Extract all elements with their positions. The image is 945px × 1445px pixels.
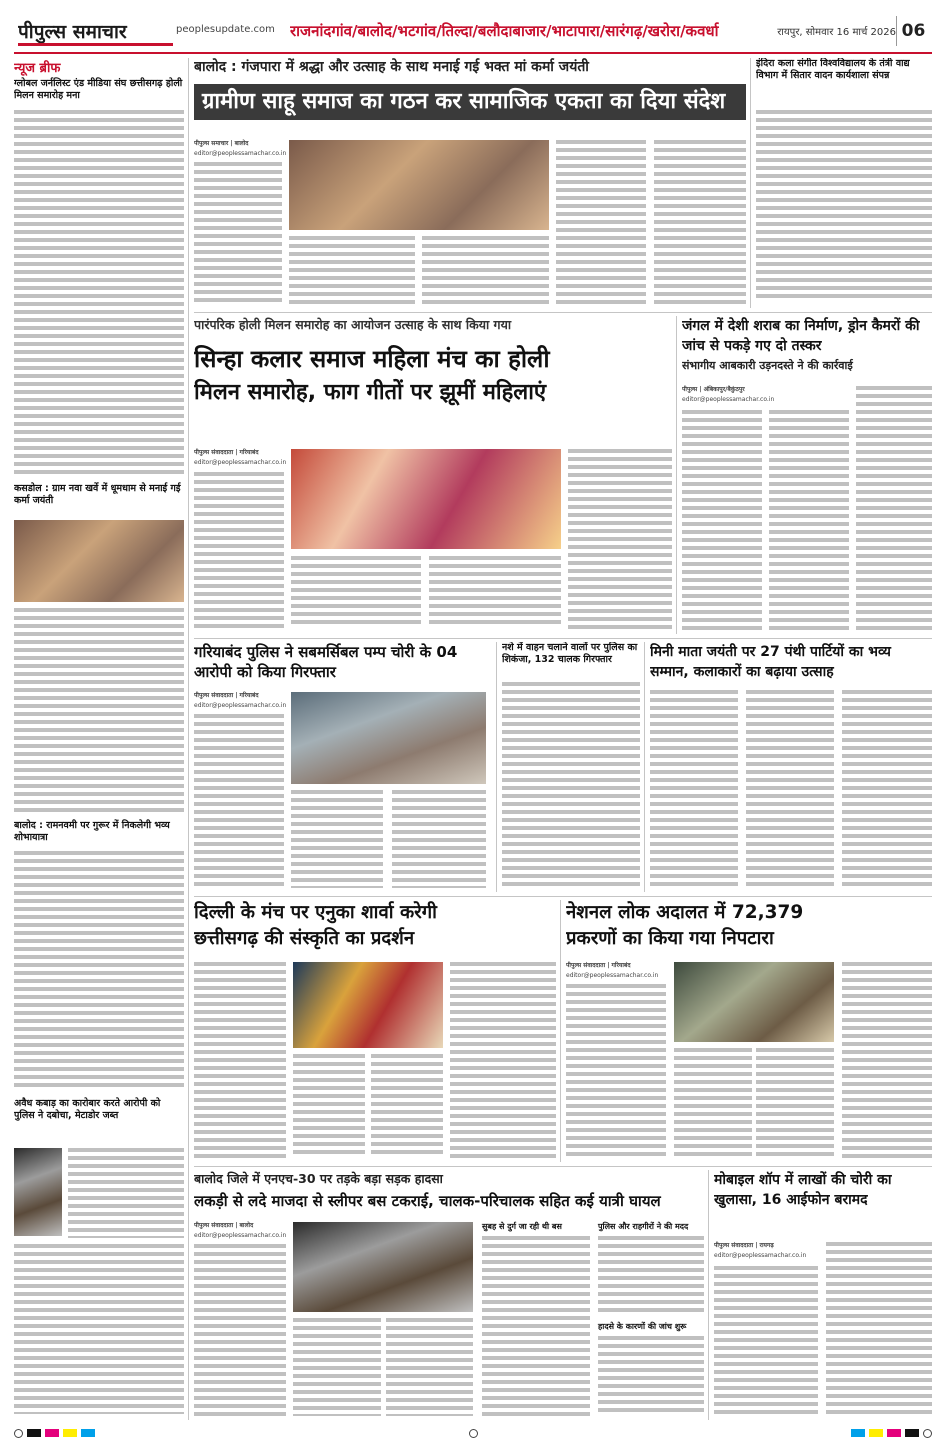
holi-photo [291,449,561,549]
pump-headline: गरियाबंद पुलिस ने सबमर्सिबल पम्प चोरी के 04 आरोपी को किया गिरफ्तार [194,643,458,681]
liquor-subhead: संभागीय आबकारी उड़नदस्ते ने की कार्रवाई [682,359,853,372]
pump-photo [291,692,486,784]
mobile-byline: पीपुल्स संवाददाता | रायगढ़ [714,1242,774,1249]
accident-side-3: हादसे के कारणों की जांच शुरू [598,1322,687,1331]
section-divider [194,638,932,639]
holi-byline: पीपुल्स संवाददाता | गरियाबंद [194,449,259,456]
lok-adalat-story [566,900,932,1162]
accident-email: editor@peoplessamachar.co.in [194,1232,287,1239]
column-divider [708,1170,709,1420]
news-brief-label: न्यूज ब्रीफ [14,61,61,76]
lead-photo [289,140,549,230]
liquor-story [682,316,932,634]
mobile-headline: मोबाइल शॉप में लाखों की चोरी का खुलासा, 16 आईफोन बरामद [714,1172,892,1208]
section-divider [194,1166,932,1167]
accident-photo [293,1222,473,1312]
lok-adalat-headline-2: प्रकरणों का किया गया निपटारा [566,928,774,949]
column-divider [750,58,751,308]
column-divider [644,642,645,892]
mobile-theft-story [714,1170,932,1420]
pump-email: editor@peoplessamachar.co.in [194,702,287,709]
holi-email: editor@peoplessamachar.co.in [194,459,287,466]
column-divider [496,642,497,892]
newspaper-logo: पीपुल्स समाचार [18,18,173,46]
lead-headline: ग्रामीण साहू समाज का गठन कर सामाजिक एकता का दिया संदेश [194,84,746,120]
music-workshop-story [756,58,932,308]
column-divider [188,58,189,1420]
brief-headline-1: ग्लोबल जर्नलिस्ट एंड मीडिया संघ छत्तीसगढ़ होली मिलन समारोह मना [14,78,183,101]
mini-mata-story [650,642,932,892]
accident-headline: लकड़ी से लदे माजदा से स्लीपर बस टकराई, चालक-परिचालक सहित कई यात्री घायल [194,1192,661,1210]
news-brief-column [14,58,184,1420]
lok-adalat-headline-1: नेशनल लोक अदालत में 72,379 [566,902,804,923]
drunk-driving-headline: नशे में वाहन चलाने वालों पर पुलिस का शिकंजा, 132 चालक गिरफ्तार [502,642,638,665]
holi-story [194,316,672,634]
lead-email: editor@peoplessamachar.co.in [194,150,287,157]
brief-headline-4: अवैध कबाड़ का कारोबार करते आरोपी को पुलिस ने दबोचा, मेटाडोर जब्त [14,1098,161,1121]
drunk-driving-story [502,642,640,892]
section-divider [194,312,932,313]
pump-byline: पीपुल्स संवाददाता | गरियाबंद [194,692,259,699]
delhi-headline-1: दिल्ली के मंच पर एनुका शार्वा करेगी [194,902,437,923]
lok-adalat-byline: पीपुल्स संवाददाता | गरियाबंद [566,962,631,969]
accident-side-2: पुलिस और राहगीरों ने की मदद [598,1222,689,1231]
column-divider [676,316,677,634]
section-divider [194,896,932,897]
accident-story [194,1170,704,1420]
brief-headline-2: कसडोल : ग्राम नवा खर्वे में धूमधाम से मनाई गई कर्मा जयंती [14,483,181,506]
mini-mata-headline: मिनी माता जयंती पर 27 पंथी पार्टियों का भव्य सम्मान, कलाकारों का बढ़ाया उत्साह [650,644,891,680]
page-number: 06 [896,16,930,46]
accident-kicker: बालोद जिले में एनएच-30 पर तड़के बड़ा सड़क हादसा [194,1171,443,1186]
column-divider [560,900,561,1162]
delhi-headline-2: छत्तीसगढ़ की संस्कृति का प्रदर्शन [194,928,415,949]
lead-story [194,58,746,308]
accident-byline: पीपुल्स संवाददाता | बालोद [194,1222,254,1229]
print-registration-marks [14,1428,932,1438]
holi-kicker: पारंपरिक होली मिलन समारोह का आयोजन उत्साह के साथ किया गया [194,317,512,332]
liquor-email: editor@peoplessamachar.co.in [682,396,775,403]
edition-cities: राजनांदगांव/बालोद/भटगांव/तिल्दा/बलौदाबाजार/भाटापारा/सारंगढ़/खरोरा/कवर्धा [290,22,719,40]
lead-kicker: बालोद : गंजपारा में श्रद्धा और उत्साह के साथ मनाई गई भक्त मां कर्मा जयंती [194,59,589,75]
lead-byline: पीपुल्स समाचार | बालोद [194,140,249,147]
lok-adalat-email: editor@peoplessamachar.co.in [566,972,659,979]
liquor-headline: जंगल में देशी शराब का निर्माण, ड्रोन कैमरों की जांच से पकड़े गए दो तस्कर [682,318,920,354]
mobile-email: editor@peoplessamachar.co.in [714,1252,807,1259]
delhi-story [194,900,556,1162]
music-workshop-headline: इंदिरा कला संगीत विश्वविद्यालय के तंत्री वाद्य विभाग में सितार वादन कार्यशाला संपन्न [756,58,910,81]
website-url[interactable]: peoplesupdate.com [176,24,275,35]
issue-date: रायपुर, सोमवार 16 मार्च 2026 [777,27,896,38]
brief-photo-1 [14,520,184,602]
brief-headline-3: बालोद : रामनवमी पर गुरूर में निकलेगी भव्य शोभायात्रा [14,820,170,843]
liquor-byline: पीपुल्स | अंबिकापुर/बैकुंठपुर [682,386,745,393]
accident-side-1: सुबह से दुर्ग जा रही थी बस [482,1222,562,1231]
lok-adalat-photo [674,962,834,1042]
brief-photo-2 [14,1148,62,1236]
holi-headline-2: मिलन समारोह, फाग गीतों पर झूमीं महिलाएं [194,380,547,405]
delhi-photo [293,962,443,1048]
header-divider [14,52,932,54]
pump-theft-story [194,642,492,892]
holi-headline-1: सिन्हा कलार समाज महिला मंच का होली [194,345,550,373]
